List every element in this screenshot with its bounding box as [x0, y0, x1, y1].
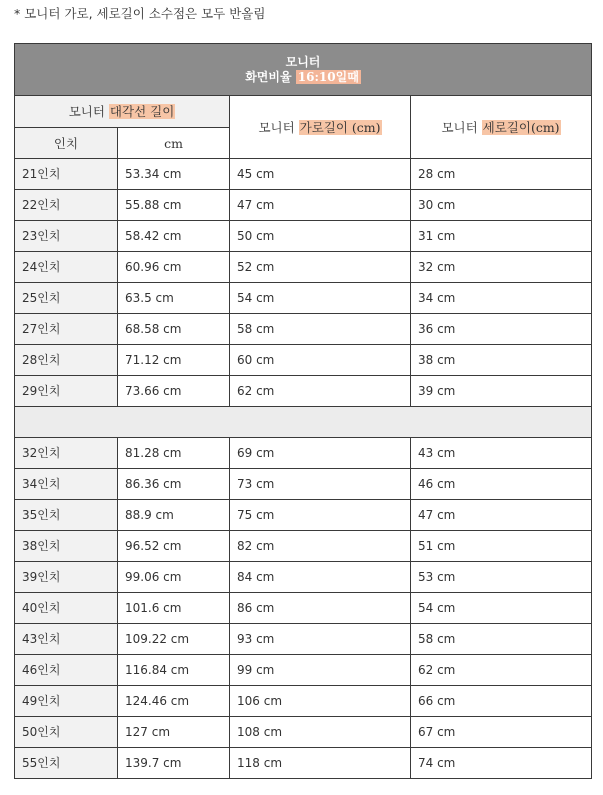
height-cell: 46 cm [411, 469, 592, 500]
inch-cell: 24인치 [15, 252, 118, 283]
width-cell: 52 cm [230, 252, 411, 283]
aspect-ratio-line [15, 70, 591, 85]
table-row [15, 562, 592, 593]
table-row [15, 469, 592, 500]
height-cell: 34 cm [411, 283, 592, 314]
inch-cell: 46인치 [15, 655, 118, 686]
width-cell: 60 cm [230, 345, 411, 376]
table-title-cell [15, 44, 592, 96]
diagonal-cm-cell: 127 cm [118, 717, 230, 748]
width-cell: 73 cm [230, 469, 411, 500]
diagonal-cm-cell: 55.88 cm [118, 190, 230, 221]
cm-column-header: cm [118, 128, 230, 159]
height-cell: 74 cm [411, 748, 592, 779]
table-row [15, 624, 592, 655]
table-title: 모니터 [285, 54, 321, 69]
monitor-size-table [14, 43, 592, 779]
height-header-highlight: 세로길이(cm) [482, 119, 560, 135]
table-row [15, 376, 592, 407]
table-body [15, 44, 592, 779]
diagonal-header-highlight: 대각선 길이 [109, 104, 175, 119]
width-header-prefix: 모니터 [258, 119, 295, 135]
height-cell: 30 cm [411, 190, 592, 221]
header-row-1 [15, 96, 592, 128]
table-row [15, 593, 592, 624]
width-cell: 54 cm [230, 283, 411, 314]
diagonal-header-prefix: 모니터 [68, 104, 105, 119]
diagonal-cm-cell: 101.6 cm [118, 593, 230, 624]
table-row [15, 314, 592, 345]
height-cell: 32 cm [411, 252, 592, 283]
inch-cell: 32인치 [15, 438, 118, 469]
height-cell: 67 cm [411, 717, 592, 748]
height-cell: 31 cm [411, 221, 592, 252]
inch-cell: 50인치 [15, 717, 118, 748]
table-row [15, 221, 592, 252]
width-header-highlight: 가로길이 (cm) [299, 119, 381, 135]
inch-cell: 28인치 [15, 345, 118, 376]
diagonal-cm-cell: 53.34 cm [118, 159, 230, 190]
height-cell: 39 cm [411, 376, 592, 407]
diagonal-cm-cell: 73.66 cm [118, 376, 230, 407]
diagonal-cm-cell: 88.9 cm [118, 500, 230, 531]
table-row [15, 283, 592, 314]
width-header [230, 96, 411, 159]
width-cell: 50 cm [230, 221, 411, 252]
inch-cell: 29인치 [15, 376, 118, 407]
height-cell: 43 cm [411, 438, 592, 469]
width-cell: 69 cm [230, 438, 411, 469]
inch-cell: 35인치 [15, 500, 118, 531]
diagonal-cm-cell: 124.46 cm [118, 686, 230, 717]
table-row [15, 500, 592, 531]
table-row [15, 655, 592, 686]
inch-cell: 40인치 [15, 593, 118, 624]
inch-cell: 25인치 [15, 283, 118, 314]
height-cell: 58 cm [411, 624, 592, 655]
width-cell: 45 cm [230, 159, 411, 190]
height-cell: 54 cm [411, 593, 592, 624]
height-cell: 51 cm [411, 531, 592, 562]
width-cell: 62 cm [230, 376, 411, 407]
inch-cell: 23인치 [15, 221, 118, 252]
rounding-note: * 모니터 가로, 세로길이 소수점은 모두 반올림 [14, 6, 266, 21]
diagonal-cm-cell: 71.12 cm [118, 345, 230, 376]
diagonal-cm-cell: 63.5 cm [118, 283, 230, 314]
diagonal-cm-cell: 60.96 cm [118, 252, 230, 283]
inch-cell: 27인치 [15, 314, 118, 345]
table-row [15, 748, 592, 779]
diagonal-cm-cell: 139.7 cm [118, 748, 230, 779]
width-cell: 106 cm [230, 686, 411, 717]
diagonal-cm-cell: 68.58 cm [118, 314, 230, 345]
height-cell: 38 cm [411, 345, 592, 376]
diagonal-cm-cell: 96.52 cm [118, 531, 230, 562]
table-row [15, 159, 592, 190]
inch-cell: 34인치 [15, 469, 118, 500]
height-cell: 36 cm [411, 314, 592, 345]
height-header [411, 96, 592, 159]
inch-cell: 22인치 [15, 190, 118, 221]
height-cell: 28 cm [411, 159, 592, 190]
table-row [15, 438, 592, 469]
inch-cell: 43인치 [15, 624, 118, 655]
width-cell: 86 cm [230, 593, 411, 624]
diagonal-header [15, 96, 230, 128]
height-cell: 66 cm [411, 686, 592, 717]
inch-cell: 21인치 [15, 159, 118, 190]
diagonal-cm-cell: 86.36 cm [118, 469, 230, 500]
table-row [15, 717, 592, 748]
width-cell: 82 cm [230, 531, 411, 562]
table-row [15, 190, 592, 221]
diagonal-cm-cell: 81.28 cm [118, 438, 230, 469]
table-row [15, 252, 592, 283]
table-row [15, 531, 592, 562]
separator-row [15, 407, 592, 438]
width-cell: 84 cm [230, 562, 411, 593]
diagonal-cm-cell: 109.22 cm [118, 624, 230, 655]
table-row [15, 345, 592, 376]
width-cell: 118 cm [230, 748, 411, 779]
inch-column-header: 인치 [15, 128, 118, 159]
width-cell: 93 cm [230, 624, 411, 655]
inch-cell: 39인치 [15, 562, 118, 593]
inch-cell: 49인치 [15, 686, 118, 717]
height-header-prefix: 모니터 [441, 119, 478, 135]
width-cell: 108 cm [230, 717, 411, 748]
height-cell: 53 cm [411, 562, 592, 593]
height-cell: 47 cm [411, 500, 592, 531]
diagonal-cm-cell: 116.84 cm [118, 655, 230, 686]
separator-cell [15, 407, 592, 438]
aspect-ratio-label: 화면비율 [245, 69, 292, 84]
height-cell: 62 cm [411, 655, 592, 686]
inch-cell: 55인치 [15, 748, 118, 779]
inch-cell: 38인치 [15, 531, 118, 562]
width-cell: 47 cm [230, 190, 411, 221]
diagonal-cm-cell: 99.06 cm [118, 562, 230, 593]
width-cell: 99 cm [230, 655, 411, 686]
table-row [15, 686, 592, 717]
width-cell: 75 cm [230, 500, 411, 531]
aspect-ratio-value: 16:10일때 [297, 69, 359, 84]
diagonal-cm-cell: 58.42 cm [118, 221, 230, 252]
title-row [15, 44, 592, 96]
width-cell: 58 cm [230, 314, 411, 345]
